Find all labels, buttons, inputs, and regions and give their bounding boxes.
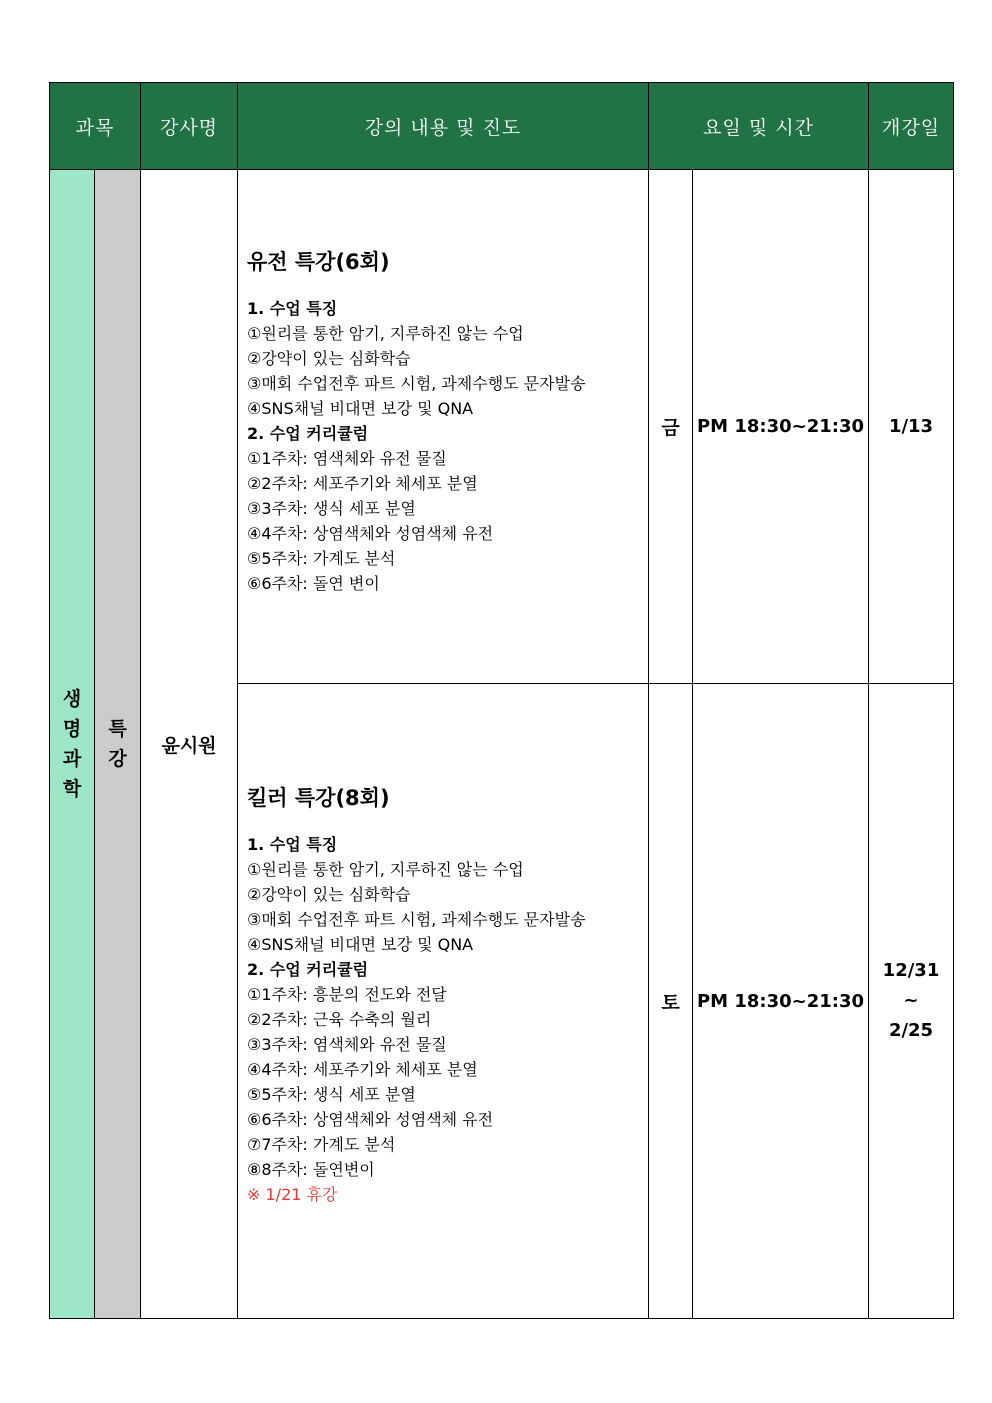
start-date-line: 1/13 (888, 415, 934, 437)
curriculum-item: ②2주차: 근육 수축의 월리 (247, 1010, 432, 1029)
subject-sub-cell (95, 170, 141, 1319)
curriculum-item: ②2주차: 세포주기와 체세포 분열 (247, 474, 478, 493)
course-schedule-table (49, 82, 954, 1319)
start-date-line: 12/31 (882, 960, 940, 981)
curriculum-heading: 2. 수업 커리큘럼 (247, 424, 369, 443)
feature-item: ②강약이 있는 심화학습 (247, 349, 411, 368)
curriculum-item: ③3주차: 생식 세포 분열 (247, 499, 416, 518)
header-content: 강의 내용 및 진도 (238, 83, 649, 170)
curriculum-item: ⑥6주차: 돌연 변이 (247, 574, 380, 593)
course-content (238, 684, 649, 1319)
curriculum-heading: 2. 수업 커리큘럼 (247, 960, 369, 979)
holiday-note: ※ 1/21 휴강 (247, 1185, 338, 1204)
course-title: 킬러 특강(8회) (247, 786, 390, 810)
header-schedule: 요일 및 시간 (649, 83, 869, 170)
course-title: 유전 특강(6회) (247, 250, 390, 274)
curriculum-item: ①1주차: 흥분의 전도와 전달 (247, 985, 447, 1004)
feature-item: ①원리를 통한 암기, 지루하진 않는 수업 (247, 860, 524, 879)
course-time: PM 18:30~21:30 (693, 684, 869, 1319)
curriculum-item: ⑥6주차: 상염색체와 성염색체 유전 (247, 1110, 494, 1129)
course-day: 토 (649, 684, 693, 1319)
course-start-date (869, 684, 954, 1319)
curriculum-item: ⑧8주차: 돌연변이 (247, 1160, 375, 1179)
feature-item: ④SNS채널 비대면 보강 및 QNA (247, 399, 474, 418)
course-start-date (869, 170, 954, 684)
header-teacher: 강사명 (141, 83, 238, 170)
course-row (50, 170, 954, 684)
curriculum-item: ⑦7주차: 가계도 분석 (247, 1135, 396, 1154)
course-day: 금 (649, 170, 693, 684)
subject-sub-label: 특강 (108, 718, 127, 770)
start-date-line: ~ (903, 990, 919, 1011)
curriculum-item: ⑤5주차: 가계도 분석 (247, 549, 396, 568)
curriculum-item: ①1주차: 염색체와 유전 물질 (247, 449, 447, 468)
feature-item: ③매회 수업전후 파트 시험, 과제수행도 문자발송 (247, 374, 586, 393)
feature-item: ③매회 수업전후 파트 시험, 과제수행도 문자발송 (247, 910, 586, 929)
subject-main-label: 생명과학 (62, 688, 82, 800)
curriculum-item: ⑤5주차: 생식 세포 분열 (247, 1085, 416, 1104)
features-heading: 1. 수업 특징 (247, 835, 338, 854)
feature-item: ②강약이 있는 심화학습 (247, 885, 411, 904)
header-row (50, 83, 954, 170)
feature-item: ①원리를 통한 암기, 지루하진 않는 수업 (247, 324, 524, 343)
start-date-line: 2/25 (888, 1020, 934, 1041)
curriculum-item: ③3주차: 염색체와 유전 물질 (247, 1035, 447, 1054)
course-time: PM 18:30~21:30 (693, 170, 869, 684)
header-subject: 과목 (50, 83, 141, 170)
curriculum-item: ④4주차: 상염색체와 성염색체 유전 (247, 524, 494, 543)
subject-main-cell (50, 170, 95, 1319)
feature-item: ④SNS채널 비대면 보강 및 QNA (247, 935, 474, 954)
course-content (238, 170, 649, 684)
header-start: 개강일 (869, 83, 954, 170)
features-heading: 1. 수업 특징 (247, 299, 338, 318)
teacher-name: 윤시원 (141, 170, 238, 1319)
curriculum-item: ④4주차: 세포주기와 체세포 분열 (247, 1060, 478, 1079)
